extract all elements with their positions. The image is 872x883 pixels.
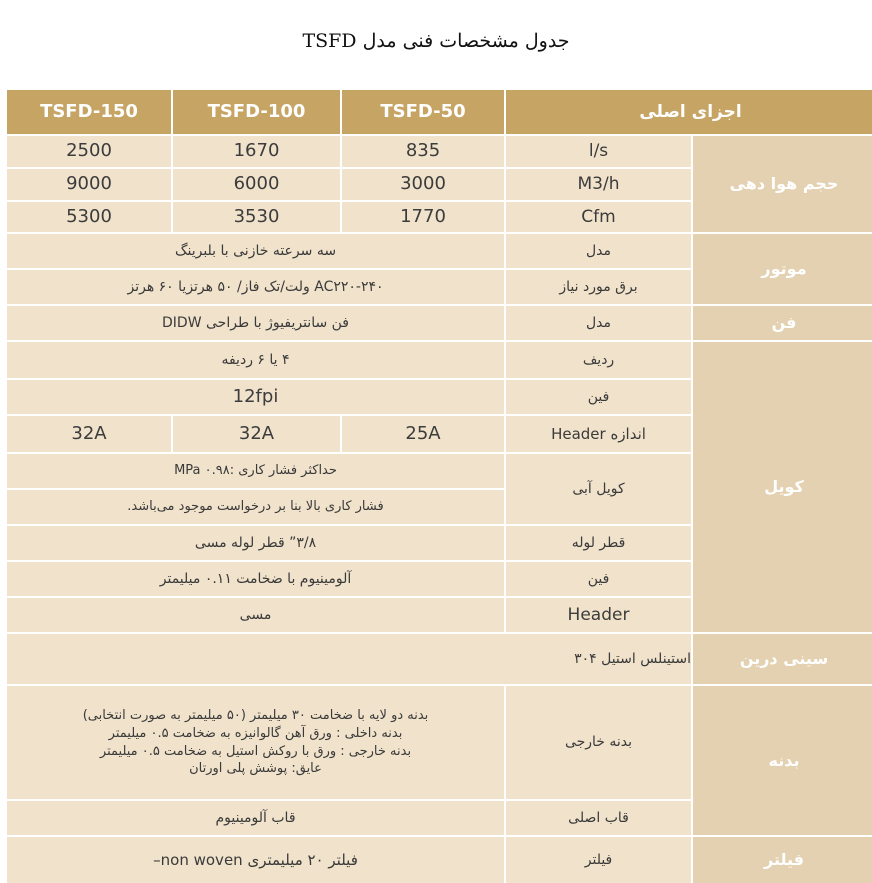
category-body: بدنه (693, 686, 872, 835)
coil-header-size-label: اندازه Header (506, 416, 691, 452)
drain-pan-value: استینلس استیل ۳۰۴ (7, 634, 691, 684)
category-filter: فیلتر (693, 837, 872, 883)
coil-header-material-label: Header (506, 598, 691, 632)
motor-model-value: سه سرعته خازنی با بلبرینگ (7, 234, 504, 268)
coil-header-size-tsfd-150: 32A (7, 416, 171, 452)
motor-power-label: برق مورد نیاز (506, 270, 691, 304)
coil-fin-material-value: آلومینیوم با ضخامت ۰.۱۱ میلیمتر (7, 562, 504, 596)
body-frame-value: قاب آلومینیوم (7, 801, 504, 835)
category-fan: فن (693, 306, 872, 340)
motor-model-label: مدل (506, 234, 691, 268)
category-coil: کویل (693, 342, 872, 632)
category-airflow: حجم هوا دهی (693, 136, 872, 232)
coil-fin-label: فین (506, 380, 691, 414)
motor-power-value: AC۲۲۰-۲۴۰ ولت/تک فاز/ ۵۰ هرتزیا ۶۰ هرتز (7, 270, 504, 304)
coil-water-line-2: فشار کاری بالا بنا بر درخواست موجود می‌باشد. (7, 490, 504, 524)
airflow-ls-tsfd-150: 2500 (7, 136, 171, 167)
coil-header-size-tsfd-50: 25A (342, 416, 504, 452)
airflow-cfm-tsfd-100: 3530 (173, 202, 340, 232)
coil-header-material-value: مسی (7, 598, 504, 632)
filter-value: فیلتر ۲۰ میلیمتری non woven– (7, 837, 504, 883)
body-outer-line-4: عایق: پوشش پلی اورتان (189, 761, 322, 777)
airflow-m3h-tsfd-100: 6000 (173, 169, 340, 200)
airflow-ls-tsfd-50: 835 (342, 136, 504, 167)
coil-pipe-label: قطر لوله (506, 526, 691, 560)
spec-table (7, 90, 869, 870)
coil-row-value: ۴ یا ۶ ردیفه (7, 342, 504, 378)
category-drain-pan: سینی درین (693, 634, 872, 684)
airflow-cfm-tsfd-50: 1770 (342, 202, 504, 232)
model-header-tsfd-50: TSFD-50 (342, 90, 504, 134)
main-parts-header: اجزای اصلی (506, 90, 872, 134)
coil-pipe-value: ۳/۸” قطر لوله مسی (7, 526, 504, 560)
body-outer-label: بدنه خارجی (506, 686, 691, 799)
coil-fin-material-label: فین (506, 562, 691, 596)
airflow-unit-ls: l/s (506, 136, 691, 167)
page-title: جدول مشخصات فنی مدل TSFD (302, 30, 570, 52)
fan-model-label: مدل (506, 306, 691, 340)
airflow-m3h-tsfd-150: 9000 (7, 169, 171, 200)
coil-water-line-1: حداکثر فشار کاری :MPa ۰.۹۸ (7, 454, 504, 488)
body-outer-line-2: بدنه داخلی : ورق آهن گالوانیزه به ضخامت ۰.۵ میلیمتر (108, 725, 403, 741)
coil-header-size-tsfd-100: 32A (173, 416, 340, 452)
coil-water-value (7, 454, 504, 524)
model-header-tsfd-150: TSFD-150 (7, 90, 171, 134)
airflow-cfm-tsfd-150: 5300 (7, 202, 171, 232)
coil-row-label: ردیف (506, 342, 691, 378)
filter-label: فیلتر (506, 837, 691, 883)
coil-fin-value: 12fpi (7, 380, 504, 414)
airflow-m3h-tsfd-50: 3000 (342, 169, 504, 200)
model-header-tsfd-100: TSFD-100 (173, 90, 340, 134)
body-outer-value (7, 686, 504, 799)
airflow-unit-m3h: M3/h (506, 169, 691, 200)
airflow-unit-cfm: Cfm (506, 202, 691, 232)
body-outer-line-3: بدنه خارجی : ورق با روکش استیل به ضخامت ۰.۵ میلیمتر (99, 743, 412, 759)
fan-model-value: فن سانتریفیوژ با طراحی DIDW (7, 306, 504, 340)
body-frame-label: قاب اصلی (506, 801, 691, 835)
category-motor: موتور (693, 234, 872, 304)
airflow-ls-tsfd-100: 1670 (173, 136, 340, 167)
body-outer-line-1: بدنه دو لایه با ضخامت ۳۰ میلیمتر (۵۰ میلیمتر به صورت انتخابی) (82, 708, 429, 724)
coil-water-label: کویل آبی (506, 454, 691, 524)
